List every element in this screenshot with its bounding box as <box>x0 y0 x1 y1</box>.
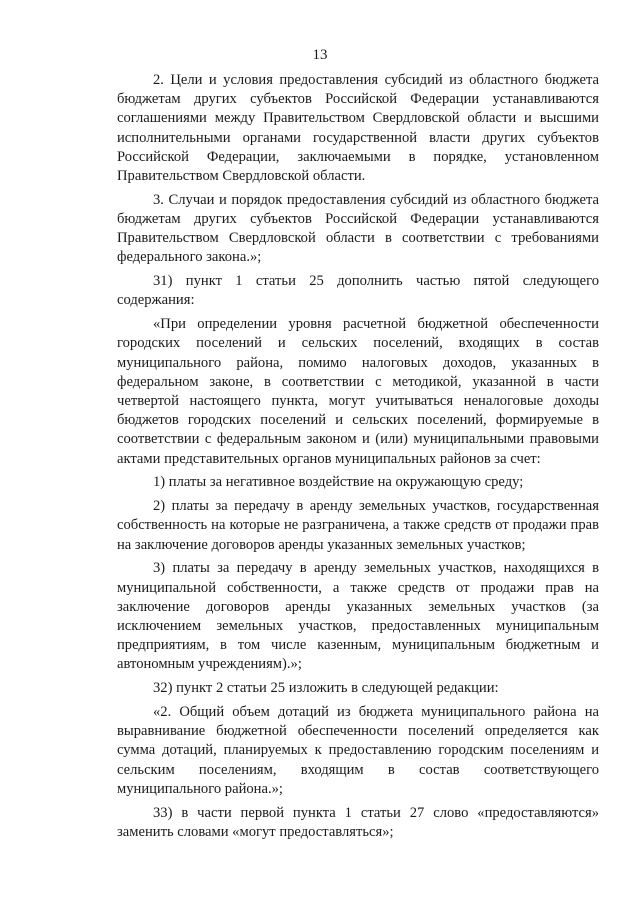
paragraph-list-item-1: 1) платы за негативное воздействие на окружающую среду; <box>153 474 524 491</box>
paragraph-item-31: 31) пункт 1 статьи 25 дополнить частью пятой следующего содержания: <box>117 273 599 309</box>
paragraph-item-32: 32) пункт 2 статьи 25 изложить в следующей редакции: <box>153 680 499 697</box>
paragraph-list-item-2: 2) платы за передачу в аренду земельных участков, государственная собственность на которые не разграничена, а также средств от продажи прав на заключение договоров аренды указанных земельных участков; <box>117 498 599 553</box>
paragraph-subsidy-goals: 2. Цели и условия предоставления субсидий из областного бюджета бюджетам других субъектов Российской Федерации устанавливаются соглашениями между Правительством Свердловской области и высшими исполнительными органами государственной власти других субъектов Российской Федерации, заключаемыми в порядке, установленном Правительством Свердловской области. <box>117 72 599 185</box>
paragraph-item-33: 33) в части первой пункта 1 статьи 27 слово «предоставляются» заменить словами «могут предоставляться»; <box>117 804 599 840</box>
paragraph-budget-provision: «При определении уровня расчетной бюджетной обеспеченности городских поселений и сельских поселений, входящих в состав муниципального района, помимо налоговых доходов, указанных в федеральном законе, в соответствии с методикой, указанной в части четвертой настоящего пункта, могут учитываться неналоговые доходы бюджетов городских поселений и сельских поселений, формируемые в соответствии с федеральным законом и (или) муниципальными правовыми актами представительных органов муниципальных районов за счет: <box>117 316 599 467</box>
paragraph-subsidy-cases: 3. Случаи и порядок предоставления субсидий из областного бюджета бюджетам других субъектов Российской Федерации устанавливаются Правительством Свердловской области в соответствии с требованиями федерального закона.»; <box>117 191 599 266</box>
paragraph-dotation-volume: «2. Общий объем дотаций из бюджета муниципального района на выравнивание бюджетной обеспеченности поселений определяется как сумма дотаций, планируемых к предоставлению городским поселениям и сельским поселениям, входящим в состав соответствующего муниципального района.»; <box>117 704 599 797</box>
page-number: 13 <box>312 47 328 63</box>
paragraph-list-item-3: 3) платы за передачу в аренду земельных участков, находящихся в муниципальной собственности, а также средств от продажи прав на заключение договоров аренды указанных земельных участков (за исключением земельных участков, предоставленных муниципальным предприятиям, в том числе казенным, муниципальным бюджетным и автономным учреждениям).»; <box>117 560 599 673</box>
document-body <box>117 71 599 847</box>
